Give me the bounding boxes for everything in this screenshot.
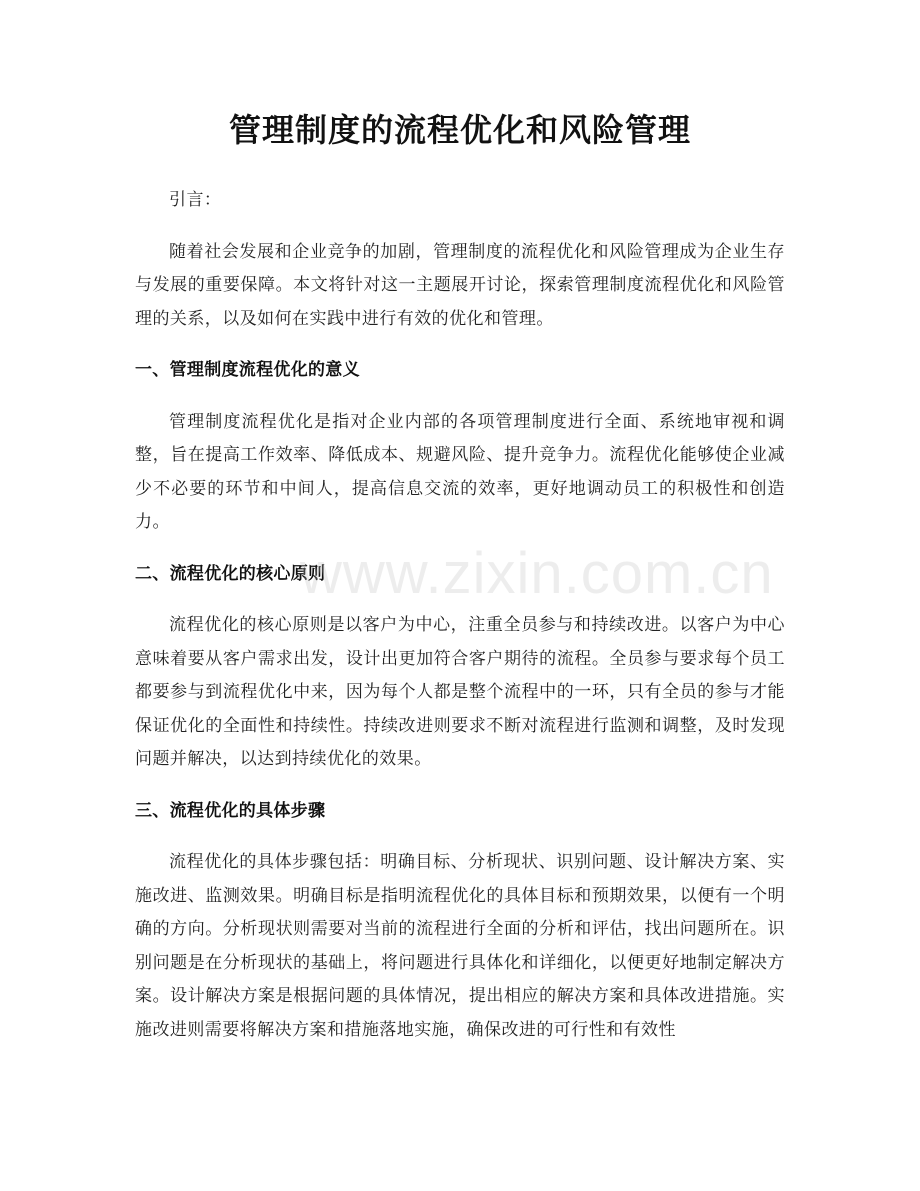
section-1-paragraph: 管理制度流程优化是指对企业内部的各项管理制度进行全面、系统地审视和调整，旨在提高工作效率、降低成本、规避风险、提升竞争力。流程优化能够使企业减少不必要的环节和中间人，提高信息交流的效率，更好地调动员工的积极性和创造力。 [135, 411, 785, 532]
section-3-heading: 三、流程优化的具体步骤 [135, 800, 326, 821]
document-body [135, 184, 785, 1047]
section-2-paragraph: 流程优化的核心原则是以客户为中心，注重全员参与和持续改进。以客户为中心意味着要从客户需求出发，设计出更加符合客户期待的流程。全员参与要求每个员工都要参与到流程优化中来，因为每个人都是整个流程中的一环，只有全员的参与才能保证优化的全面性和持续性。持续改进则要求不断对流程进行监测和调整，及时发现问题并解决，以达到持续优化的效果。 [135, 615, 785, 769]
intro-paragraph: 随着社会发展和企业竞争的加剧，管理制度的流程优化和风险管理成为企业生存与发展的重要保障。本文将针对这一主题展开讨论，探索管理制度流程优化和风险管理的关系，以及如何在实践中进行有效的优化和管理。 [135, 241, 785, 329]
document-title: 管理制度的流程优化和风险管理 [228, 111, 691, 149]
section-2-heading: 二、流程优化的核心原则 [135, 563, 326, 584]
section-1-heading: 一、管理制度流程优化的意义 [135, 360, 360, 380]
watermark: www.zixin.com.cn [300, 541, 774, 606]
section-3-paragraph: 流程优化的具体步骤包括：明确目标、分析现状、识别问题、设计解决方案、实施改进、监测效果。明确目标是指明流程优化的具体目标和预期效果，以便有一个明确的方向。分析现状则需要对当前的流程进行全面的分析和评估，找出问题所在。识别问题是在分析现状的基础上，将问题进行具体化和详细化，以便更好地制定解决方案。设计解决方案是根据问题的具体情况，提出相应的解决方案和具体改进措施。实施改进则需要将解决方案和措施落地实施，确保改进的可行性和有效性 [135, 852, 785, 1040]
intro-label: 引言： [169, 190, 222, 210]
